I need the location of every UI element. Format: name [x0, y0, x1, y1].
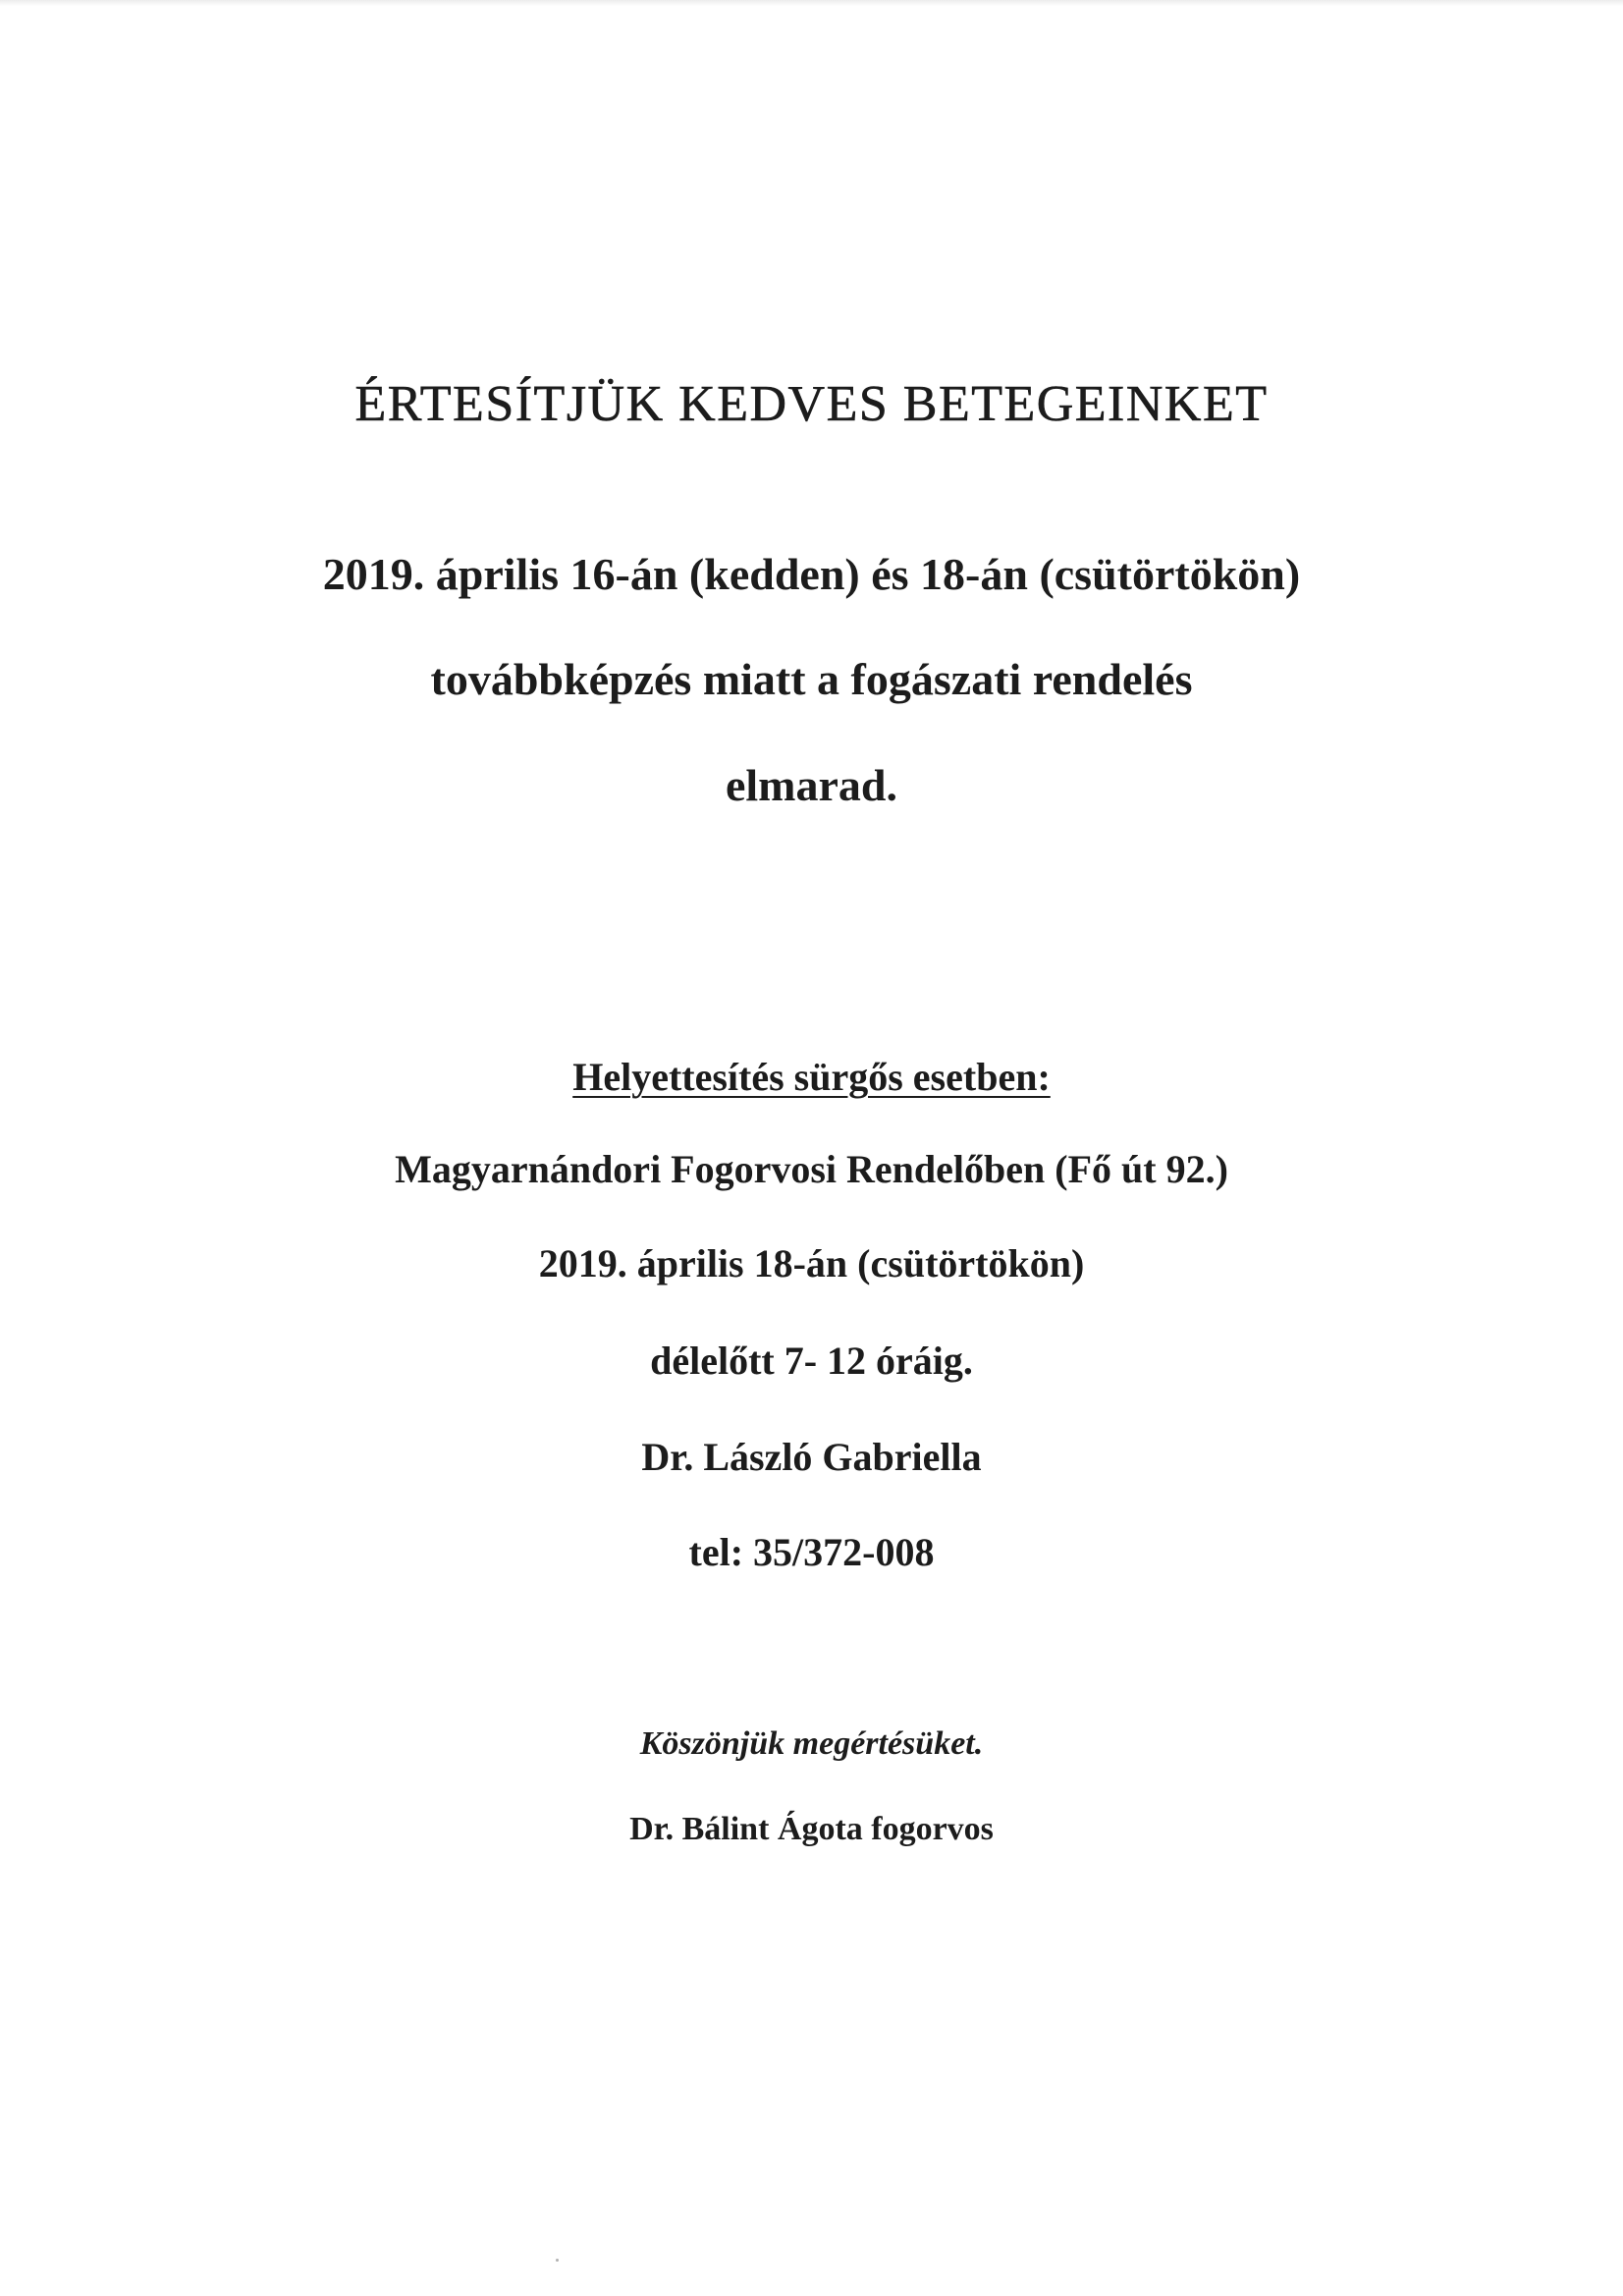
- announcement-line-1: 2019. április 16-án (kedden) és 18-án (csütörtökön): [322, 549, 1301, 599]
- substitution-doctor: Dr. László Gabriella: [641, 1435, 982, 1479]
- scan-top-edge: [0, 0, 1623, 6]
- notice-title: ÉRTESÍTJÜK KEDVES BETEGEINKET: [354, 376, 1269, 432]
- scan-speck: [556, 2259, 559, 2262]
- substitution-date: 2019. április 18-án (csütörtökön): [538, 1241, 1085, 1285]
- signature: Dr. Bálint Ágota fogorvos: [629, 1811, 994, 1847]
- substitution-place: Magyarnándori Fogorvosi Rendelőben (Fő út 92.): [395, 1147, 1228, 1191]
- substitution-heading: [0, 1054, 1623, 1100]
- announcement-line-3: elmarad.: [725, 760, 897, 810]
- thanks-note: Köszönjük megértésüket.: [639, 1725, 984, 1762]
- announcement-line-2: továbbképzés miatt a fogászati rendelés: [430, 654, 1193, 704]
- substitution-heading-text: Helyettesítés sürgős esetben:: [572, 1055, 1051, 1099]
- substitution-hours: délelőtt 7- 12 óráig.: [650, 1339, 973, 1383]
- substitution-phone: tel: 35/372-008: [688, 1530, 935, 1574]
